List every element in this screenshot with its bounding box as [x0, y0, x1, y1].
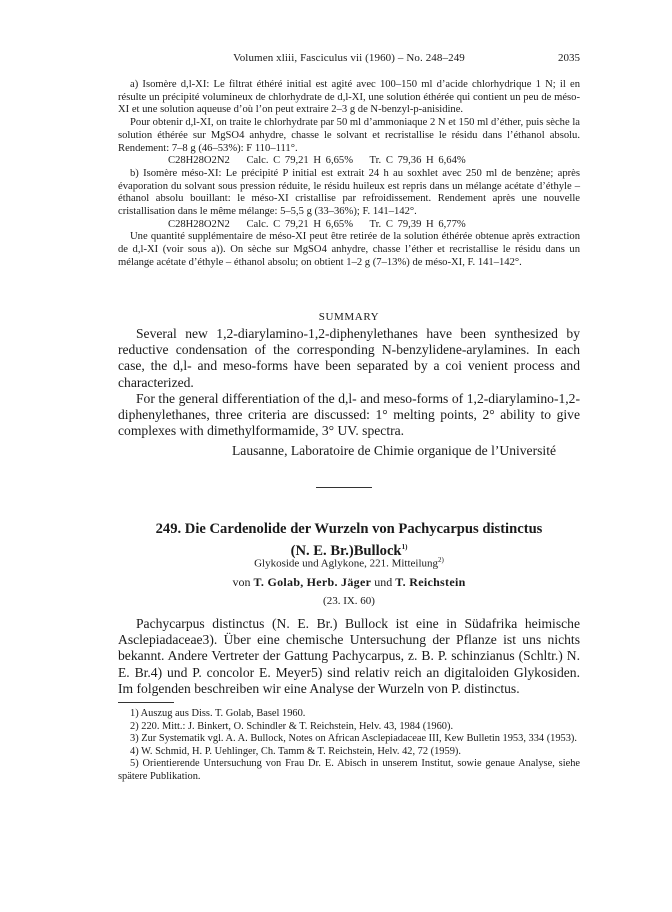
summary-para-2: For the general differentiation of the d,l- and meso-forms of 1,2-diarylamino-1,2-diphenylethanes, three criteria are discussed: 1° melting points, 2° ability to give complexes with dimethylformamide, 3° UV. spectra. [118, 390, 580, 439]
author-jaeger: Herb. Jäger [306, 575, 372, 589]
author-reichstein: T. Reichstein [395, 575, 466, 589]
summary-heading: SUMMARY [318, 311, 380, 323]
analysis-line-2 [118, 219, 580, 232]
footnote-1: 1) Auszug aus Diss. T. Golab, Basel 1960. [130, 708, 306, 719]
footnote-4: 4) W. Schmid, H. P. Uehlinger, Ch. Tamm & T. Reichstein, Helv. 42, 72 (1959). [130, 745, 461, 757]
formula-found-2: Tr. C 79,39 H 6,77% [369, 218, 466, 230]
author-line [118, 575, 580, 590]
para-meso-additional: Une quantité supplémentaire de méso-XI peut être retirée de la solution éthérée obtenue après extraction de d,l-XI (voir sous a)). On sèche sur MgSO4 anhydre, chasse l’éther et recristallise le résidu dans un mélange acétate d’éthyle – éthanol absolu; on obtient 1–2 g (7–13%) de méso-XI, F. 141–142°. [118, 231, 580, 268]
formula-calc-2: Calc. C 79,21 H 6,65% [246, 218, 354, 230]
running-header [118, 52, 580, 68]
formula-compound-2: C28H28O2N2 [168, 218, 230, 230]
page-number: 2035 [558, 52, 580, 64]
footnotes [118, 708, 580, 784]
para-isomer-dl: a) Isomère d,l-XI: Le filtrat éthéré initial est agité avec 100–150 ml d’acide chlorhydrique 1 N; il en résulte un précipité volumineux de chlorhydrate de d,l-XI, une solution éthérée qui contient un peu de méso-XI et une solution aqueuse d’où l’on peut extraire 2–3 g de N-benzyl-p-anisidine. [118, 79, 580, 116]
article-subtitle [118, 556, 580, 570]
footnote-5: 5) Orientierende Untersuchung von Frau Dr. E. Abisch in unserem Institut, sowie genaue Analyse, siehe spätere Publikation. [118, 758, 580, 782]
title-footnote-ref: 1) [401, 543, 408, 551]
analysis-line-1 [118, 155, 580, 168]
article-title [118, 520, 580, 560]
french-experimental-section [118, 79, 580, 270]
article-intro-paragraph: Pachycarpus distinctus (N. E. Br.) Bullock ist eine in Südafrika heimische Asclepiadaceae3). Über eine chemische Untersuchung der Pflanze ist uns nichts bekannt. Andere Vertreter der Gattung Pachycarpus, z. B. P. schinzianus (Schltr.) N. E. Br.4) und P. concolor E. Meyer5) sind relativ reich an digitaloiden Glykosiden. Im folgenden beschreiben wir eine Analyse der Wurzeln von P. distinctus. [118, 616, 580, 696]
para-isomer-meso: b) Isomère méso-XI: Le précipité P initial est extrait 24 h au soxhlet avec 250 ml de benzène; après évaporation du solvant sous pression réduite, le résidu huileux est repris dans un mélange acétate d’éthyle – éthanol absolu bouillant: le méso-XI cristallise par refroidissement. Rendement après une nouvelle cristallisation dans le même mélange: 5–5,5 g (33–36%); F. 141–142°. [118, 167, 580, 218]
footnote-rule [118, 702, 174, 703]
footnote-3: 3) Zur Systematik vgl. A. A. Bullock, Notes on African Asclepiadaceae III, Kew Bulletin 1953, 334 (1953). [130, 733, 577, 745]
para-dl-preparation: Pour obtenir d,l-XI, on traite le chlorhydrate par 50 ml d’ammoniaque 2 N et 150 ml d’éther, puis sèche la solution éthérée sur MgSO4 anhydre, chasse le solvant et recristallise le résidu dans l’éthanol absolu. Rendement: 7–8 g (46–53%): F 110–111°. [118, 117, 580, 154]
formula-calc-1: Calc. C 79,21 H 6,65% [246, 155, 354, 167]
authors-and: und [374, 575, 393, 589]
footnote-2: 2) 220. Mitt.: J. Binkert, O. Schindler & T. Reichstein, Helv. 43, 1984 (1960). [130, 720, 454, 732]
title-author-citation: (N. E. Br.)Bullock [290, 542, 402, 559]
running-head: Volumen xliii, Fasciculus vii (1960) – No. 248–249 [233, 52, 465, 64]
subtitle-text: Glykoside und Aglykone, 221. Mitteilung [254, 557, 439, 570]
subtitle-footnote-ref: 2) [438, 556, 444, 564]
formula-found-1: Tr. C 79,36 H 6,64% [369, 155, 466, 167]
section-divider [316, 487, 372, 488]
formula-compound-1: C28H28O2N2 [168, 155, 230, 167]
affiliation: Lausanne, Laboratoire de Chimie organique de l’Université [232, 443, 556, 458]
received-date: (23. IX. 60) [323, 595, 375, 607]
summary-body [118, 326, 580, 439]
article-body [118, 616, 580, 697]
summary-para-1: Several new 1,2-diarylamino-1,2-diphenylethanes have been synthesized by reductive condensation of the corresponding N-benzylidene-arylamines. In each case, the d,l- and meso-forms have been separated by a coi venient process and characterized. [118, 326, 580, 390]
authors-prefix: von [232, 575, 251, 589]
title-line-1: 249. Die Cardenolide der Wurzeln von Pachycarpus distinctus [155, 521, 543, 537]
author-golab: T. Golab, [253, 575, 304, 589]
